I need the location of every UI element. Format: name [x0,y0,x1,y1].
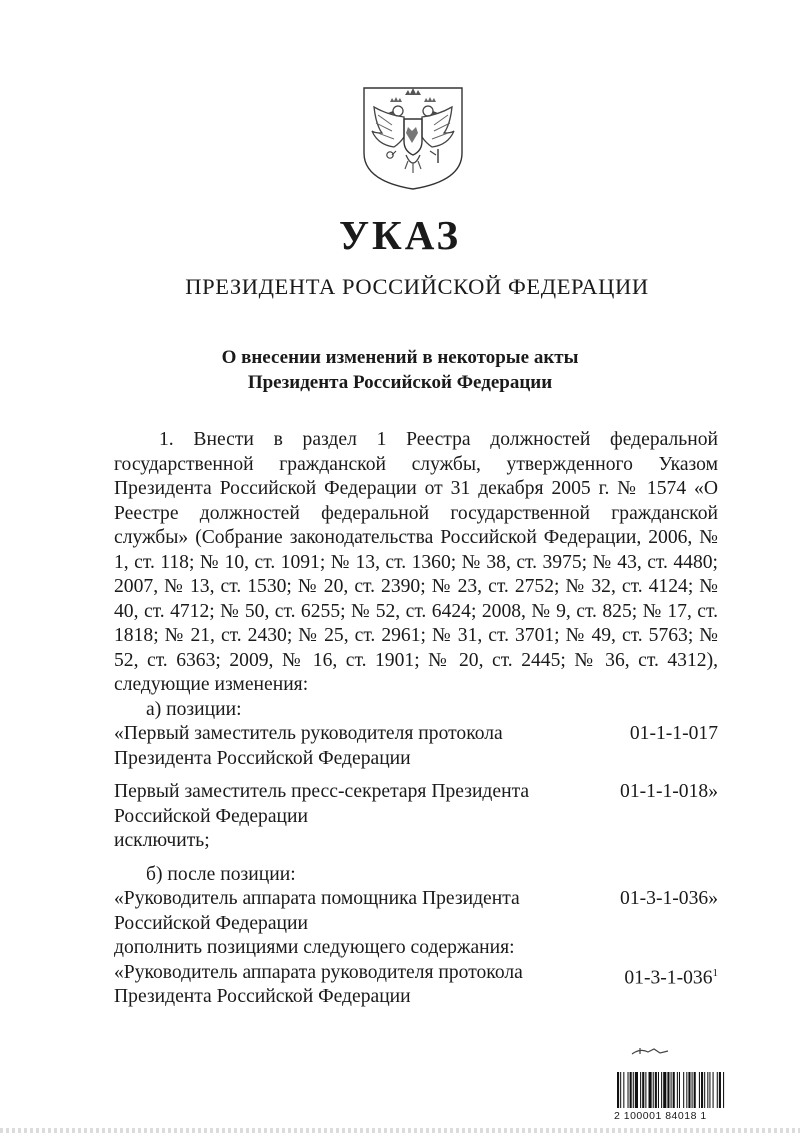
barcode-bar [661,1072,662,1108]
position-row [114,780,718,829]
document-title: УКАЗ [338,212,462,258]
barcode-bar [717,1072,718,1108]
position-row [114,722,718,771]
barcode-bar [694,1072,696,1108]
position-row [114,887,718,936]
barcode-bar [617,1072,619,1108]
heading-line-1: О внесении изменений в некоторые акты [221,347,579,368]
exclude-text: исключить; [114,830,210,851]
barcode-bar [677,1072,678,1108]
scan-artifact-line [0,1128,800,1133]
supplement-text: дополнить позициями следующего содержания: [114,937,515,958]
barcode-bar [673,1072,675,1108]
position-title: «Руководитель аппарата помощника Президента Российской Федерации [114,888,520,934]
barcode-bar [635,1072,638,1108]
barcode-bar [620,1072,621,1108]
barcode-bar [663,1072,666,1108]
barcode-bar [640,1072,641,1108]
barcode-bar [679,1072,680,1108]
stamp-mark-icon [630,1046,670,1056]
barcode-bar [709,1072,710,1108]
barcode-bar [719,1072,721,1108]
barcode-bar [649,1072,652,1108]
barcode-bar [628,1072,629,1108]
barcode-bar [704,1072,705,1108]
position-title: «Руководитель аппарата руководителя протокола Президента Российской Федерации [114,961,523,1007]
barcode-bar [707,1072,708,1108]
barcode-bar [653,1072,654,1108]
item-a-label: а) позиции: [146,698,242,720]
barcode-bar [686,1072,687,1108]
barcode-bar [633,1072,634,1108]
paragraph-1: 1. Внести в раздел 1 Реестра должностей федеральной государственной гражданской службы, утвержденного Указом Президента Российской Федерации от 31 декабря 2005 г. № 1574 «О Реестре должностей федеральной государственной гражданской службы» (Собрание законодательства Российской Федерации, 2006, № 1, ст. 118; № 10, ст. 1091; № 13, ст. 1360; № 38, ст. 3975; № 43, ст. 4480; 2007, № 13, ст. 1530; № 20, ст. 2390; № 23, ст. 2752; № 32, ст. 4124; № 40, ст. 4712; № 50, ст. 6255; № 52, ст. 6424; 2008, № 9, ст. 825; № 17, ст. 1818; № 21, ст. 2430; № 25, ст. 2961; № 31, ст. 3701; № 49, ст. 5763; № 52, ст. 6363; 2009, № 16, ст. 1901; № 20, ст. 2445; № 36, ст. 4312), следующие изменения: [114,429,718,695]
barcode-bar [683,1072,684,1108]
document-subtitle: ПРЕЗИДЕНТА РОССИЙСКОЙ ФЕДЕРАЦИИ [185,274,649,299]
barcode-bar [723,1072,724,1108]
position-code [624,961,718,991]
barcode-bar [645,1072,646,1108]
heading-line-2: Президента Российской Федерации [247,372,553,393]
position-title: «Первый заместитель руководителя протокола Президента Российской Федерации [114,723,503,769]
position-row [114,961,718,1010]
position-code-superscript: 1 [712,966,718,979]
position-title: Первый заместитель пресс-секретаря Президента Российской Федерации [114,781,530,827]
item-b-label: б) после позиции: [146,863,296,885]
position-code: 01-3-1-036» [620,888,718,909]
position-code: 01-1-1-018» [620,781,718,802]
barcode-bar [655,1072,657,1108]
barcode-bar [658,1072,659,1108]
document-heading [0,345,800,395]
barcode-bar [630,1072,632,1108]
barcode-bar [701,1072,703,1108]
barcode-bar [699,1072,700,1108]
document-body [114,428,718,1010]
barcode-bar [642,1072,644,1108]
barcode-bar [688,1072,690,1108]
barcode-bar [692,1072,693,1108]
barcode-number: 2 100001 84018 1 [614,1110,707,1122]
position-code: 01-1-1-017 [629,723,718,744]
barcode-bar [623,1072,624,1108]
barcode-bar [667,1072,669,1108]
coat-of-arms-icon [360,85,466,191]
position-code-value: 01-3-1-036 [624,967,713,989]
barcode-bar [671,1072,672,1108]
barcode-bar [713,1072,714,1108]
